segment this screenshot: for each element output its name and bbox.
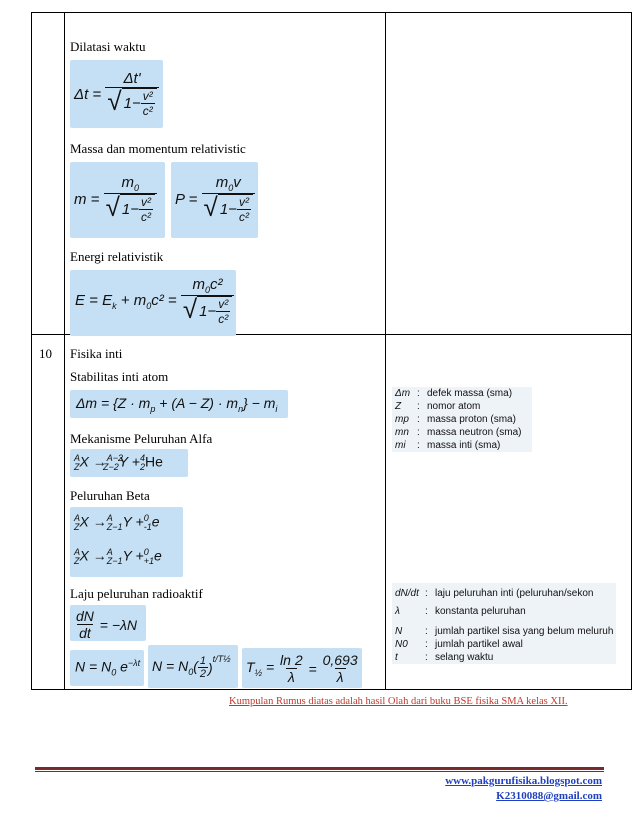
legend-decay: dN/dt : laju peluruhan inti (peluruhan/sekon λ : konstanta peluruhan N : jumlah partikel sisa yang belum meluruh N0 : jumlah partikel awal t : selang waktu	[392, 583, 616, 664]
formula-beta-decay: $^A_Z$X →$^A_{Z-1}$Y +$^0_{-1}$e $^A_Z$X →$^A_{Z-1}$Y +$^0_{+1}$e	[70, 507, 183, 577]
source-note: Kumpulan Rumus diatas adalah hasil Olah dari buku BSE fisika SMA kelas XII.	[229, 696, 568, 707]
formula-decay-exp: $N = N_0$ $e^{-\lambda t}$	[70, 650, 144, 686]
table-col-divider-2	[385, 12, 386, 690]
label-peluruhan-beta: Peluruhan Beta	[70, 488, 150, 503]
formula-relativistic-energy: $E = E_k + m_0c^2$ = $m_0c^2$ √ 1− $\frac{\text{v²}}{\text{c²}}$	[70, 270, 236, 336]
formula-time-dilation: Δt = Δt' √ 1− $\frac{\text{v²}}{\text{c²}}$	[70, 60, 163, 128]
label-dilatasi-waktu: Dilatasi waktu	[70, 39, 146, 54]
formula-alpha-decay: $^A_Z$X →$^{A-2}_{Z-2}$Y +$^4_2$He	[70, 449, 188, 477]
table-border-right	[631, 12, 632, 690]
footer-rule	[35, 767, 604, 770]
table-border-top	[31, 12, 632, 13]
formula-mass-defect: $\Delta m = \{Z \cdot m_p + (A - Z) \cdot m_n\} - m_i$	[70, 390, 288, 418]
label-laju-peluruhan: Laju peluruhan radioaktif	[70, 586, 203, 601]
label-peluruhan-alfa: Mekanisme Peluruhan Alfa	[70, 431, 213, 446]
formula-half-life: $T_{\frac{1}{2}}$ = $\frac{\ln 2}{\lambda}$ = $\frac{0,693}{\lambda}$	[242, 648, 362, 688]
formula-relativistic-momentum: P = $m_0v$ √ 1− $\frac{\text{v²}}{\text{c²}}$	[171, 162, 258, 238]
legend-mass-defect: Δm : defek massa (sma) Z : nomor atom mp : massa proton (sma) mn : massa neutron (sma) mi : massa inti (sma)	[392, 387, 532, 452]
table-border-bottom	[31, 689, 632, 690]
label-stabilitas-inti: Stabilitas inti atom	[70, 369, 169, 384]
footer-rule-thin	[35, 771, 604, 772]
table-border-left	[31, 12, 32, 690]
label-energi-relativistik: Energi relativistik	[70, 249, 164, 264]
formula-relativistic-mass: m = $m_0$ √ 1− $\frac{\text{v²}}{\text{c²}}$	[70, 162, 165, 238]
table-col-divider	[64, 12, 65, 690]
label-fisika-inti: Fisika inti	[70, 346, 123, 361]
email-link[interactable]: K2310088@gmail.com	[496, 790, 602, 802]
formula-decay-half: $N = N_0$( $\frac{1}{2}$ ) $^{t/T\frac{1}{2}}$	[148, 645, 238, 688]
label-massa-momentum: Massa dan momentum relativistic	[70, 141, 246, 156]
website-link[interactable]: www.pakgurufisika.blogspot.com	[445, 775, 602, 787]
row-number-10: 10	[39, 346, 52, 361]
formula-decay-rate: $\frac{dN}{dt}$ = −λN	[70, 605, 146, 641]
